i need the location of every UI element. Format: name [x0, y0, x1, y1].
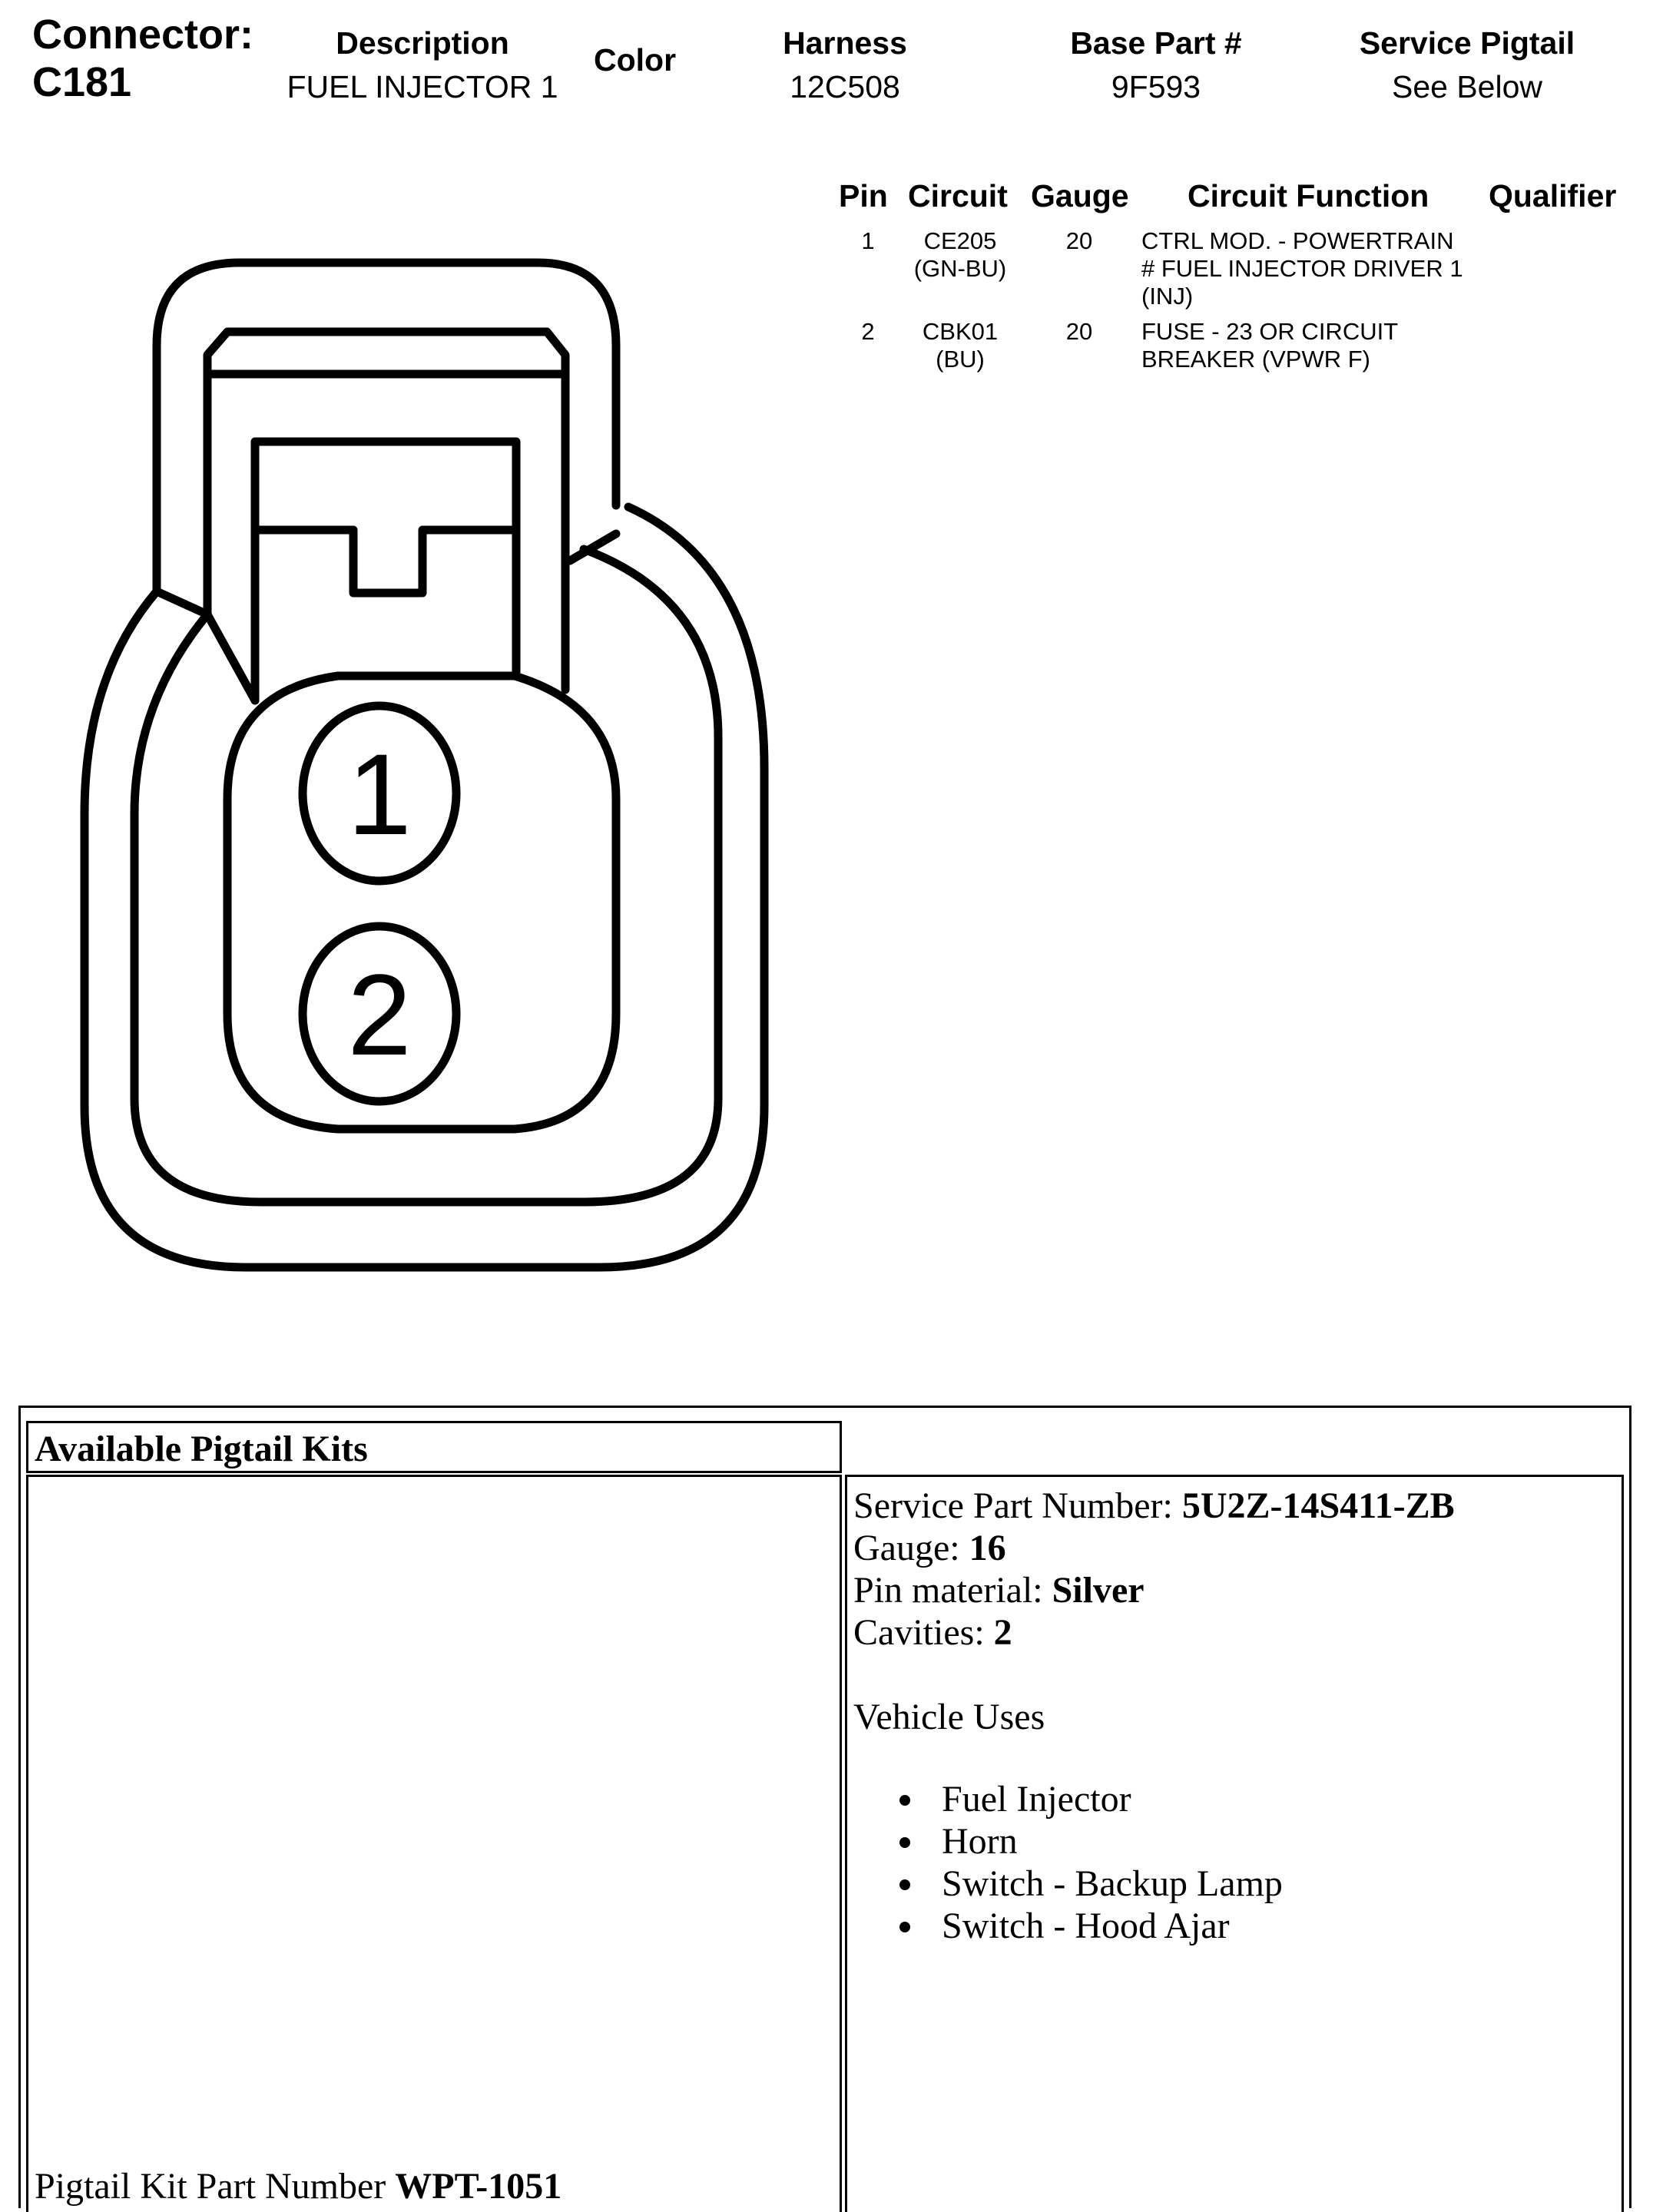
circuit-id: CBK01: [922, 318, 999, 345]
vehicle-uses-list: [899, 1778, 1283, 1947]
gauge-spec-value: 16: [969, 1528, 1006, 1568]
harness-value: 12C508: [790, 69, 900, 104]
left-wing-inner: [134, 614, 207, 1037]
bullet-icon: [899, 1922, 910, 1932]
circuit-header: Circuit: [908, 178, 1008, 214]
gauge-value: 20: [1065, 227, 1093, 254]
connector-label: Connector:: [32, 12, 253, 58]
circuit-function: [1141, 227, 1463, 310]
description-label: Description: [336, 25, 509, 61]
connector-id: C181: [32, 59, 132, 105]
base-part-label: Base Part #: [1070, 25, 1242, 61]
pin-material-spec: [853, 1569, 1145, 1611]
connector-face-diagram: [0, 0, 799, 1306]
list-item: [899, 1863, 1283, 1905]
right-wing-inner: [584, 549, 718, 1037]
circuit-color: (BU): [936, 346, 985, 373]
kit-part-number: [35, 2165, 561, 2207]
service-pigtail-column: [1329, 22, 1605, 109]
list-item: [899, 1820, 1283, 1863]
color-label: Color: [594, 42, 677, 78]
function-line: BREAKER (VPWR F): [1141, 346, 1370, 373]
function-line: CTRL MOD. - POWERTRAIN: [1141, 227, 1454, 254]
gauge-header: Gauge: [1031, 178, 1129, 214]
kit-part-value: WPT-1051: [395, 2166, 562, 2207]
pin-1-label: 1: [347, 730, 412, 859]
circuit-color: (GN-BU): [913, 255, 1007, 282]
pin-cavity: [227, 676, 616, 1129]
service-part-value: 5U2Z-14S411-ZB: [1181, 1485, 1455, 1526]
function-line: (INJ): [1141, 283, 1194, 310]
service-part-label: Service Part Number:: [853, 1485, 1182, 1526]
list-item: [899, 1778, 1283, 1820]
pigtail-kits-title: Available Pigtail Kits: [35, 1429, 368, 1469]
vehicle-uses-label: Vehicle Uses: [853, 1697, 1045, 1737]
circuit-cell: [891, 227, 1029, 283]
circuit-id: CE205: [923, 227, 997, 254]
bullet-icon: [899, 1795, 910, 1806]
function-line: # FUEL INJECTOR DRIVER 1: [1141, 255, 1463, 282]
harness-label: Harness: [783, 25, 907, 61]
bullet-icon: [899, 1837, 910, 1848]
vehicle-use: Switch - Hood Ajar: [942, 1906, 1230, 1946]
gauge-value: 20: [1065, 318, 1093, 345]
gauge-spec-label: Gauge:: [853, 1528, 969, 1568]
pin-number: 1: [861, 227, 875, 254]
circuit-function: [1141, 318, 1398, 373]
vehicle-use: Horn: [942, 1821, 1018, 1862]
service-part-number: [853, 1485, 1455, 1527]
kit-part-label: Pigtail Kit Part Number: [35, 2166, 396, 2207]
description-value: FUEL INJECTOR 1: [287, 69, 558, 104]
cavities-spec: [853, 1611, 1012, 1654]
service-pigtail-value: See Below: [1391, 69, 1542, 104]
housing-inner: [134, 1037, 718, 1202]
latch-outer: [157, 263, 616, 591]
bullet-icon: [899, 1879, 910, 1890]
pigtail-details-cell: [845, 1475, 1624, 2212]
gauge-spec: [853, 1527, 1006, 1569]
function-line: FUSE - 23 OR CIRCUIT: [1141, 318, 1399, 345]
pin-material-label: Pin material:: [853, 1570, 1052, 1611]
key-block: [255, 442, 516, 700]
base-part-value: 9F593: [1111, 69, 1201, 104]
pin-number: 2: [861, 318, 875, 345]
cavities-value: 2: [993, 1612, 1012, 1653]
pin-header: Pin: [839, 178, 888, 214]
left-wing-outer: [84, 591, 157, 1037]
base-part-column: [1029, 22, 1283, 109]
latch-inner: [207, 332, 565, 690]
list-item: [899, 1905, 1283, 1947]
qualifier-header: Qualifier: [1489, 178, 1617, 214]
vehicle-use: Fuel Injector: [942, 1779, 1131, 1820]
pigtail-kits-header: [26, 1421, 842, 1473]
pigtail-image-cell: [26, 1475, 842, 2212]
pin-material-value: Silver: [1052, 1570, 1145, 1611]
circuit-cell: [891, 318, 1029, 373]
service-pigtail-label: Service Pigtail: [1359, 25, 1575, 61]
key-notch: [255, 530, 516, 593]
pin-2-label: 2: [347, 950, 412, 1079]
cavities-label: Cavities:: [853, 1612, 994, 1653]
vehicle-use: Switch - Backup Lamp: [942, 1863, 1283, 1904]
circuit-function-header: Circuit Function: [1188, 178, 1429, 214]
housing-outer: [84, 1037, 764, 1267]
